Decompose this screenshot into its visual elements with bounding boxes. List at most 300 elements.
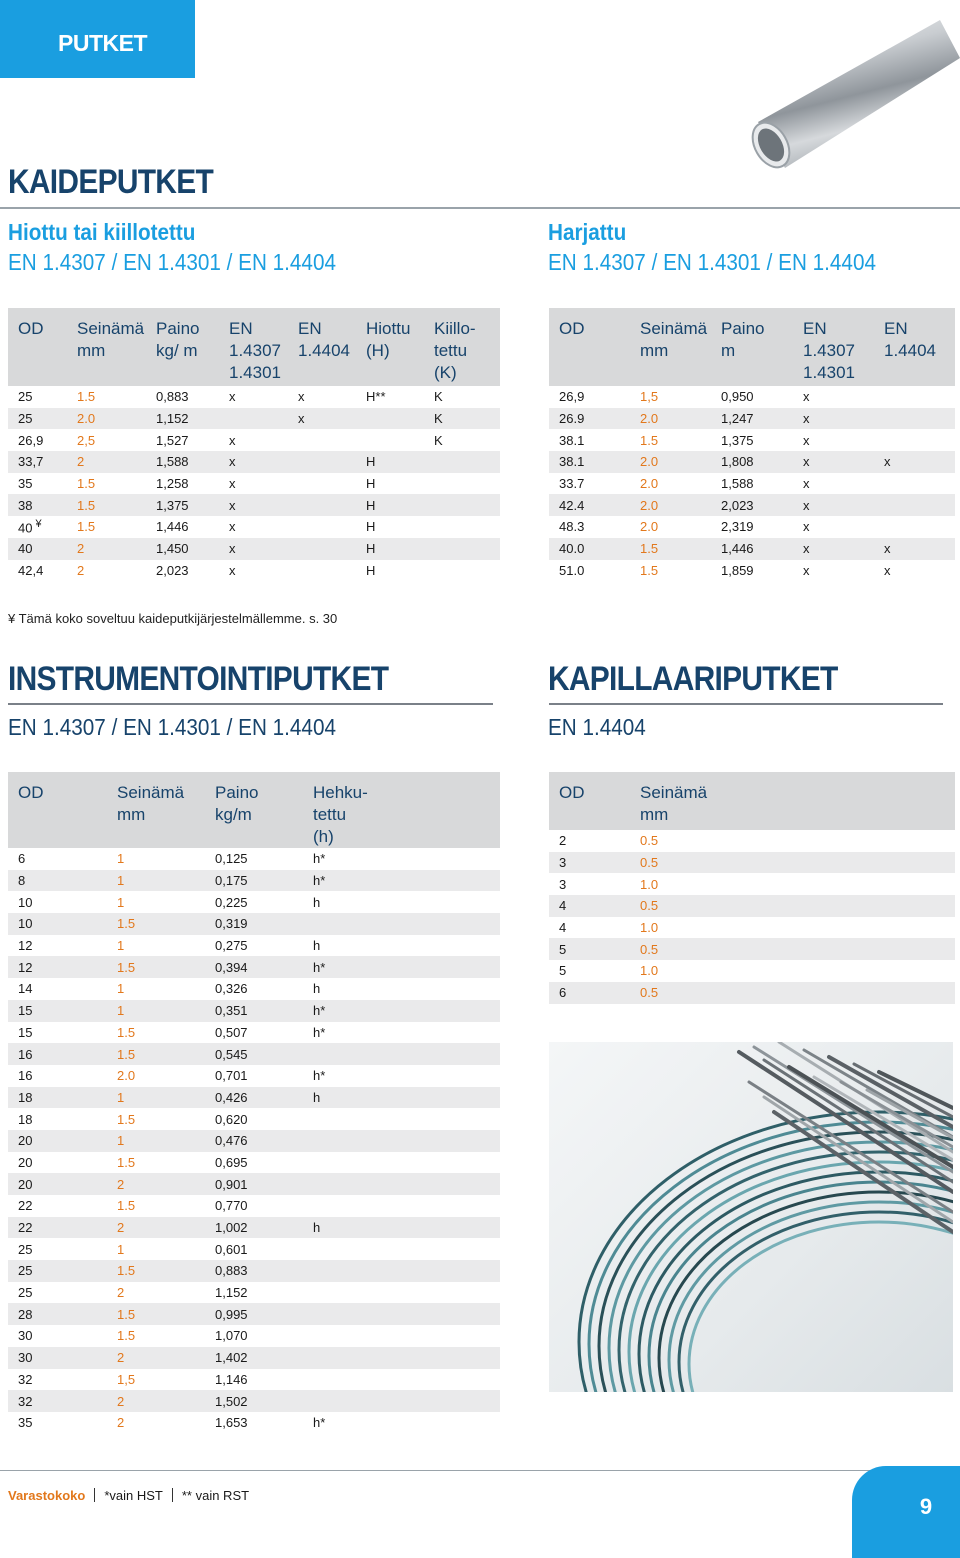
table-cell: x xyxy=(874,451,955,473)
table-row xyxy=(8,1108,500,1130)
table-cell: H xyxy=(356,538,424,560)
table-cell: 2,023 xyxy=(711,494,793,516)
table-cell: 1.5 xyxy=(107,913,205,935)
table-row xyxy=(8,408,500,430)
table-cell: 51.0 xyxy=(559,562,585,578)
table-row xyxy=(8,494,500,516)
table-cell: 26.9 xyxy=(549,408,630,430)
table-cell: 14 xyxy=(18,981,33,997)
table-cell xyxy=(874,473,955,495)
table-cell: x xyxy=(219,494,288,516)
table-cell: H xyxy=(366,519,376,535)
table-row xyxy=(8,1065,500,1087)
table-cell: x xyxy=(803,432,810,448)
table-cell: 2.0 xyxy=(630,494,711,516)
table-cell: 1.5 xyxy=(77,389,96,405)
table-cell: H xyxy=(356,494,424,516)
table-cell: 25 xyxy=(8,408,67,430)
table-row xyxy=(549,386,955,408)
table-cell: 1 xyxy=(107,1087,205,1109)
table-cell: 1,5 xyxy=(640,389,659,405)
table-cell xyxy=(424,538,500,560)
table-cell: 1 xyxy=(107,1000,205,1022)
table-cell: h* xyxy=(313,1024,326,1040)
table-cell: 2.0 xyxy=(117,1068,136,1084)
table-row xyxy=(549,938,955,960)
table-cell: 1 xyxy=(117,851,125,867)
table-cell: x xyxy=(793,408,874,430)
table-row xyxy=(8,870,500,892)
table-cell: 33,7 xyxy=(8,451,67,473)
table-cell: h xyxy=(303,1087,500,1109)
instrumentointi-table xyxy=(8,772,500,1434)
table-cell: 0,620 xyxy=(215,1111,248,1127)
kaideputket-title: KAIDEPUTKET xyxy=(8,163,214,201)
table-cell xyxy=(424,473,500,495)
table-cell: 22 xyxy=(8,1217,107,1239)
table-cell: 25 xyxy=(18,389,33,405)
table-cell: 38 xyxy=(8,494,67,516)
table-cell xyxy=(303,913,500,935)
table-cell: 2.0 xyxy=(640,476,659,492)
table-row xyxy=(8,560,500,582)
table-cell: 16 xyxy=(8,1043,107,1065)
table-cell: 4 xyxy=(559,920,567,936)
table-cell: 10 xyxy=(8,913,107,935)
capillary-tubes-photo xyxy=(549,1042,953,1392)
column-header: Seinämä mm xyxy=(630,308,711,386)
table-cell: 1,588 xyxy=(721,476,754,492)
column-header: OD xyxy=(549,772,630,830)
column-header: Paino m xyxy=(711,308,793,386)
kapillaari-title: KAPILLAARIPUTKET xyxy=(548,660,838,698)
table-cell: 1,152 xyxy=(215,1285,248,1301)
table-cell: 18 xyxy=(18,1111,33,1127)
table-row xyxy=(549,473,955,495)
table-cell: 1.5 xyxy=(107,956,205,978)
table-cell: 42,4 xyxy=(18,562,44,578)
table-cell: h xyxy=(303,1217,500,1239)
table-row xyxy=(8,891,500,913)
table-cell: 0,695 xyxy=(215,1154,248,1170)
table-row xyxy=(8,1412,500,1434)
column-header: Seinämä mm xyxy=(630,772,955,830)
table-row xyxy=(8,1022,500,1044)
table-cell: x xyxy=(803,562,810,578)
table-cell: 2 xyxy=(117,1415,125,1431)
table-cell: 1,5 xyxy=(117,1371,136,1387)
table-cell xyxy=(303,1043,500,1065)
table-cell: 2 xyxy=(77,562,85,578)
table-cell: 35 xyxy=(18,476,33,492)
table-row xyxy=(8,1217,500,1239)
column-header: EN 1.4307 1.4301 xyxy=(793,308,874,386)
table-cell: 0,545 xyxy=(205,1043,303,1065)
table-cell: 1 xyxy=(117,894,125,910)
table-cell: 2,5 xyxy=(77,432,96,448)
table-row xyxy=(549,429,955,451)
table-cell: 38.1 xyxy=(559,432,585,448)
table-cell: x xyxy=(229,432,236,448)
table-cell: 5 xyxy=(549,938,630,960)
table-cell: 1,152 xyxy=(146,408,219,430)
table-body xyxy=(549,386,955,581)
table-cell: 30 xyxy=(8,1347,107,1369)
table-cell xyxy=(288,429,356,451)
table-cell: 1 xyxy=(117,1241,125,1257)
table-row xyxy=(8,1369,500,1391)
table-cell: 1.5 xyxy=(67,494,146,516)
table-cell: 1,446 xyxy=(711,538,793,560)
table-cell: 1,450 xyxy=(146,538,219,560)
table-cell: 1 xyxy=(107,870,205,892)
separator xyxy=(172,1488,173,1502)
table-cell: 42.4 xyxy=(549,494,630,516)
table-cell: h* xyxy=(313,851,326,867)
table-cell xyxy=(303,1173,500,1195)
table-cell xyxy=(874,429,955,451)
table-cell: x xyxy=(229,389,236,405)
table-cell: 35 xyxy=(18,1415,33,1431)
table-cell: h* xyxy=(313,1415,326,1431)
table-cell: 1.5 xyxy=(117,1198,136,1214)
table-cell: 2,319 xyxy=(721,519,754,535)
table-cell: 20 xyxy=(8,1173,107,1195)
table-cell: h* xyxy=(303,956,500,978)
table-cell: 0.5 xyxy=(630,895,955,917)
table-cell: 2 xyxy=(117,1285,125,1301)
column-header: EN 1.4404 xyxy=(874,308,955,386)
table-cell: 25 xyxy=(8,1260,107,1282)
table-body xyxy=(8,386,500,581)
table-cell: 0,175 xyxy=(205,870,303,892)
table-cell: x xyxy=(874,538,955,560)
table-cell: 20 xyxy=(18,1154,33,1170)
table-row xyxy=(8,1000,500,1022)
table-row xyxy=(549,830,955,852)
table-cell: 0,950 xyxy=(721,389,754,405)
stock-size-label: Varastokoko xyxy=(8,1488,86,1503)
table-row xyxy=(8,451,500,473)
table-cell: x xyxy=(229,519,236,535)
table-cell: 0,770 xyxy=(215,1198,248,1214)
table-cell: 22 xyxy=(18,1198,33,1214)
table-cell: x xyxy=(229,562,236,578)
table-cell xyxy=(303,1347,500,1369)
table-cell: 40 xyxy=(8,538,67,560)
table-cell xyxy=(356,408,424,430)
table-body xyxy=(8,848,500,1434)
table-cell: K xyxy=(434,432,443,448)
table-cell: 1,002 xyxy=(205,1217,303,1239)
table-cell: 2 xyxy=(67,451,146,473)
table-cell: 10 xyxy=(18,894,33,910)
table-cell: h xyxy=(313,938,321,954)
table-cell xyxy=(356,429,424,451)
table-cell: 0.5 xyxy=(640,833,659,849)
table-cell: 2.0 xyxy=(67,408,146,430)
table-row xyxy=(8,1390,500,1412)
table-cell: 0.5 xyxy=(630,852,955,874)
table-cell: 0.5 xyxy=(630,938,955,960)
kapillaari-standard: EN 1.4404 xyxy=(548,714,646,740)
table-cell: 2.0 xyxy=(630,408,711,430)
table-row xyxy=(549,917,955,939)
header-divider xyxy=(0,207,960,209)
table-cell: 1.5 xyxy=(107,1260,205,1282)
table-row xyxy=(549,451,955,473)
column-header: OD xyxy=(8,772,107,848)
table-cell: x xyxy=(298,389,305,405)
table-cell: H xyxy=(366,562,376,578)
table-cell: 33.7 xyxy=(559,476,585,492)
table-cell xyxy=(424,451,500,473)
table-cell xyxy=(303,1369,500,1391)
table-cell: 1.0 xyxy=(640,876,659,892)
column-header: Paino kg/ m xyxy=(146,308,219,386)
table-cell: 1.5 xyxy=(630,538,711,560)
table-cell xyxy=(303,1195,500,1217)
table-cell: 3 xyxy=(559,876,567,892)
table-cell: H xyxy=(356,451,424,473)
column-header: Kiillo- tettu (K) xyxy=(424,308,500,386)
table-cell: h* xyxy=(303,1000,500,1022)
table-cell: 30 xyxy=(18,1328,33,1344)
table-cell: 25 xyxy=(18,1285,33,1301)
table-cell: x xyxy=(803,389,810,405)
section-tab: PUTKET xyxy=(0,0,195,78)
column-header: Hiottu (H) xyxy=(356,308,424,386)
kapillaari-table xyxy=(549,772,955,1004)
table-cell xyxy=(303,1260,500,1282)
table-row xyxy=(549,538,955,560)
table-row xyxy=(8,956,500,978)
table-row xyxy=(549,982,955,1004)
table-cell: x xyxy=(219,538,288,560)
table-cell xyxy=(288,516,356,538)
table-row xyxy=(8,1087,500,1109)
table-row xyxy=(8,516,500,538)
table-row xyxy=(8,1303,500,1325)
table-cell: h xyxy=(313,894,321,910)
table-cell: 0,507 xyxy=(215,1024,248,1040)
table-row xyxy=(8,1043,500,1065)
table-cell: 0,901 xyxy=(205,1173,303,1195)
table-cell xyxy=(288,451,356,473)
footer-legend xyxy=(8,1488,249,1503)
table-cell xyxy=(303,1390,500,1412)
table-cell: 1.5 xyxy=(640,562,659,578)
footnote: ¥ Tämä koko soveltuu kaideputkijärjestelmällemme. s. 30 xyxy=(8,611,338,626)
column-header: Paino kg/m xyxy=(205,772,303,848)
table-cell: 1,247 xyxy=(711,408,793,430)
table-cell: x xyxy=(803,476,810,492)
table-cell: 1,653 xyxy=(215,1415,248,1431)
table-row xyxy=(549,560,955,582)
tube-illustration xyxy=(740,0,960,180)
instrumentointi-title: INSTRUMENTOINTIPUTKET xyxy=(8,660,389,698)
table-cell: 26,9 xyxy=(18,432,44,448)
table-row xyxy=(8,1325,500,1347)
table-cell xyxy=(874,386,955,408)
table-cell: 48.3 xyxy=(559,519,585,535)
table-cell: 2.0 xyxy=(640,519,659,535)
table-cell: 1.5 xyxy=(107,1043,205,1065)
table-header-row xyxy=(549,772,955,830)
table-cell: K xyxy=(434,389,443,405)
table-row xyxy=(8,978,500,1000)
table-cell: 1.5 xyxy=(117,1328,136,1344)
table-cell xyxy=(303,1152,500,1174)
table-cell: 15 xyxy=(8,1000,107,1022)
table-cell: 2 xyxy=(559,833,567,849)
table-cell: 1 xyxy=(117,981,125,997)
table-cell: 18 xyxy=(8,1087,107,1109)
table-cell: 28 xyxy=(8,1303,107,1325)
table-cell: 8 xyxy=(8,870,107,892)
table-cell xyxy=(303,1303,500,1325)
table-cell: x xyxy=(219,451,288,473)
table-row xyxy=(8,386,500,408)
table-cell: 6 xyxy=(18,851,26,867)
table-row xyxy=(8,1173,500,1195)
column-header: EN 1.4307 1.4301 xyxy=(219,308,288,386)
table-cell: 2 xyxy=(107,1390,205,1412)
table-row xyxy=(549,516,955,538)
table-cell: 0.5 xyxy=(630,982,955,1004)
table-cell: 1.5 xyxy=(117,1111,136,1127)
column-header: EN 1.4404 xyxy=(288,308,356,386)
capillary-tubes-image xyxy=(549,1042,953,1392)
table-row xyxy=(8,1347,500,1369)
table-cell: 0,319 xyxy=(205,913,303,935)
table-cell: x xyxy=(793,451,874,473)
table-cell: 2.0 xyxy=(630,451,711,473)
table-cell xyxy=(303,1325,500,1347)
table-row xyxy=(549,960,955,982)
table-cell: 0,275 xyxy=(215,938,248,954)
table-cell: 0,394 xyxy=(205,956,303,978)
table-header-row xyxy=(549,308,955,386)
table-cell: 38.1 xyxy=(549,451,630,473)
table-cell xyxy=(303,1130,500,1152)
table-cell: 25 xyxy=(18,1241,33,1257)
column-header: Hehku- tettu (h) xyxy=(303,772,500,848)
table-body xyxy=(549,830,955,1004)
table-row xyxy=(8,1260,500,1282)
table-cell: 0,883 xyxy=(156,389,189,405)
table-cell: 16 xyxy=(18,1068,33,1084)
table-row xyxy=(549,895,955,917)
table-cell: 0,701 xyxy=(215,1068,248,1084)
column-header: OD xyxy=(8,308,67,386)
table-header-row xyxy=(8,772,500,848)
table-cell: 1,527 xyxy=(156,432,189,448)
table-cell: 1.5 xyxy=(117,1154,136,1170)
table-row xyxy=(8,429,500,451)
table-cell: 1,146 xyxy=(215,1371,248,1387)
table-cell: h* xyxy=(313,1068,326,1084)
table-row xyxy=(8,913,500,935)
table-cell: 1.5 xyxy=(640,432,659,448)
table-row xyxy=(8,1195,500,1217)
table-cell xyxy=(874,494,955,516)
table-row xyxy=(549,408,955,430)
table-cell: 26,9 xyxy=(559,389,585,405)
table-row xyxy=(8,1130,500,1152)
table-row xyxy=(549,852,955,874)
table-cell: H xyxy=(366,476,376,492)
table-cell: 1,375 xyxy=(146,494,219,516)
table-cell: 40 ¥ xyxy=(18,518,42,536)
table-cell: 32 xyxy=(8,1390,107,1412)
table-cell: 2,023 xyxy=(156,562,189,578)
table-cell: 1,070 xyxy=(215,1328,248,1344)
table-row xyxy=(8,935,500,957)
table-cell xyxy=(303,1238,500,1260)
table-cell: 1.5 xyxy=(77,519,96,535)
table-cell: 1,375 xyxy=(721,432,754,448)
column-header: Seinämä mm xyxy=(107,772,205,848)
table-cell xyxy=(874,516,955,538)
table-cell: x xyxy=(793,494,874,516)
section-divider xyxy=(8,703,493,705)
table-cell xyxy=(303,1282,500,1304)
table-cell: 1,446 xyxy=(156,519,189,535)
table-cell: h* xyxy=(303,870,500,892)
section-divider xyxy=(549,703,943,705)
table-cell: 1,402 xyxy=(205,1347,303,1369)
table-cell xyxy=(424,494,500,516)
table-cell: 1.0 xyxy=(640,920,659,936)
table-cell: h xyxy=(313,981,321,997)
table-header-row xyxy=(8,308,500,386)
table-row xyxy=(8,473,500,495)
table-cell xyxy=(424,516,500,538)
table-cell: 1.5 xyxy=(77,476,96,492)
column-header: Seinämä mm xyxy=(67,308,146,386)
table-cell: 12 xyxy=(18,938,33,954)
table-cell: 0,883 xyxy=(205,1260,303,1282)
table-cell: 2 xyxy=(107,1347,205,1369)
table-cell: 2 xyxy=(107,1217,205,1239)
kaideputket-left-standard: EN 1.4307 / EN 1.4301 / EN 1.4404 xyxy=(8,249,336,275)
table-row xyxy=(549,494,955,516)
table-cell: H** xyxy=(366,389,386,405)
table-cell: 1.5 xyxy=(107,1303,205,1325)
table-cell: 0,476 xyxy=(205,1130,303,1152)
kaideputket-polished-table xyxy=(8,308,500,581)
table-row xyxy=(8,1152,500,1174)
table-row xyxy=(8,538,500,560)
table-cell: 32 xyxy=(18,1371,33,1387)
table-cell: x xyxy=(803,519,810,535)
table-cell: 40.0 xyxy=(549,538,630,560)
table-cell: x xyxy=(229,476,236,492)
table-cell xyxy=(424,560,500,582)
table-row xyxy=(549,873,955,895)
table-cell: 12 xyxy=(8,956,107,978)
table-cell: 1,808 xyxy=(711,451,793,473)
separator xyxy=(94,1488,95,1502)
table-cell: 2 xyxy=(67,538,146,560)
footnote-marker: ¥ xyxy=(32,518,42,531)
page-number: 9 xyxy=(852,1466,960,1558)
table-cell: 0,426 xyxy=(205,1087,303,1109)
table-cell: 1,859 xyxy=(721,562,754,578)
table-cell: 2 xyxy=(107,1173,205,1195)
table-cell: 0,601 xyxy=(215,1241,248,1257)
